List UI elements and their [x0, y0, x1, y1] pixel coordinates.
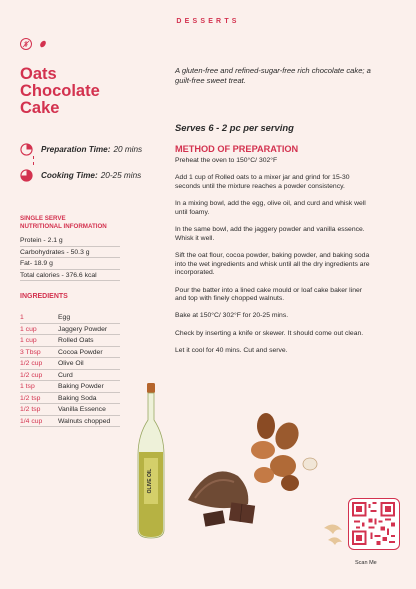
method-step: Bake at 150°C/ 302°F for 20-25 mins. [175, 312, 289, 320]
ingredient-qty: 1/2 cup [20, 360, 43, 367]
method-step: In a mixing bowl, add the egg, olive oil, and curd and whisk well until foamy. [175, 200, 366, 216]
clock-icon [20, 143, 33, 156]
ingredient-name: Egg [58, 314, 71, 321]
prep-time-value: 20 mins [113, 144, 143, 154]
ingredient-qty: 1 [20, 314, 24, 321]
clock-icon [20, 169, 33, 182]
ingredient-qty: 1/4 cup [20, 417, 43, 425]
no-sugar-icon [37, 38, 49, 50]
olive-oil-bottle-icon [138, 383, 164, 538]
ingredient-row [20, 358, 120, 370]
ingredient-row [20, 381, 120, 393]
ingredient-qty: 1 cup [20, 325, 37, 333]
ingredient-name: Curd [58, 371, 73, 379]
time-block [20, 142, 142, 194]
prep-time-row [20, 142, 142, 156]
method-steps [175, 157, 375, 364]
cook-time-row [20, 168, 142, 182]
method-step: Sift the oat flour, cocoa powder, baking powder, and baking soda into the wet ingredients and whisk until all the dry ingredients are incorporated. [175, 251, 370, 277]
gluten-free-icon [20, 38, 32, 50]
ingredient-row [20, 416, 120, 428]
ingredient-name: Olive Oil [58, 360, 84, 367]
ingredient-qty: 1 tsp [20, 383, 35, 390]
qr-code-icon [352, 502, 395, 545]
serves-info: Serves 6 - 2 pc per serving [175, 122, 294, 133]
recipe-title [20, 66, 160, 117]
ingredient-name: Jaggery Powder [58, 325, 108, 333]
ingredient-row [20, 404, 120, 416]
qr-caption: Scan Me [355, 560, 377, 566]
nutrition-heading-line: SINGLE SERVE [20, 215, 66, 222]
section-header: DESSERTS [176, 18, 240, 25]
nutrition-heading [20, 215, 130, 230]
ingredients-heading: INGREDIENTS [20, 293, 68, 300]
cook-time-value: 20-25 mins [100, 170, 142, 180]
ingredient-row [20, 335, 120, 347]
ingredient-row [20, 347, 120, 359]
qr-code[interactable] [348, 498, 400, 550]
ingredient-qty: 1/2 tsp [20, 406, 41, 413]
ingredient-name: Baking Powder [58, 383, 104, 390]
title-line: Oats [20, 65, 57, 83]
method-heading: METHOD OF PREPARATION [175, 144, 299, 154]
method-step: Check by inserting a knife or skewer. It should come out clean. [175, 329, 364, 337]
nutrition-row: Carbohydrates - 50.3 g [20, 247, 120, 259]
title-line: Cake [20, 99, 60, 117]
ingredient-name: Walnuts chopped [58, 417, 111, 425]
nutrition-heading-line: NUTRITIONAL INFORMATION [20, 222, 107, 230]
ingredient-qty: 3 Tbsp [20, 348, 41, 356]
nutrition-row: Total calories - 376.6 kcal [20, 270, 120, 282]
recipe-intro: A gluten-free and refined-sugar-free rich chocolate cake; a guilt-free sweet treat. [175, 66, 371, 85]
nutrition-table [20, 235, 120, 281]
ingredient-row [20, 324, 120, 336]
cashew-icon [324, 524, 342, 545]
ingredient-name: Vanilla Essence [58, 406, 106, 413]
diet-icons [20, 38, 49, 50]
ingredients-illustration [130, 380, 416, 589]
ingredient-row [20, 370, 120, 382]
prep-time-label: Preparation Time: [41, 144, 111, 154]
ingredient-qty: 1/2 tsp [20, 394, 41, 402]
method-step: Preheat the oven to 150°C/ 302°F [175, 157, 278, 164]
cocoa-powder-icon [188, 471, 248, 508]
ingredient-name: Cocoa Powder [58, 348, 103, 356]
bottle-label: OLIVE OIL [147, 468, 153, 494]
title-line: Chocolate [20, 82, 100, 100]
divider [33, 156, 34, 165]
nutrition-row: Fat- 18.9 g [20, 258, 120, 270]
ingredient-name: Rolled Oats [58, 337, 94, 344]
cook-time-label: Cooking Time: [41, 170, 98, 180]
method-step: Add 1 cup of Rolled oats to a mixer jar and grind for 15-30 seconds until the mixture reaches a powder consistency. [175, 174, 350, 190]
method-step: Pour the batter into a lined cake mould or loaf cake baker liner and top with finely chopped walnuts. [175, 286, 363, 303]
ingredients-table [20, 312, 120, 427]
ingredient-qty: 1 cup [20, 337, 37, 344]
ingredient-qty: 1/2 cup [20, 371, 43, 379]
ingredient-name: Baking Soda [58, 394, 97, 402]
method-step: Let it cool for 40 mins. Cut and serve. [175, 346, 288, 354]
walnuts-icon [251, 413, 317, 491]
ingredient-row [20, 312, 120, 324]
ingredient-row [20, 393, 120, 405]
method-step: In the same bowl, add the jaggery powder and vanilla essence. Whisk it well. [175, 226, 365, 242]
nutrition-row: Protein - 2.1 g [20, 235, 120, 247]
